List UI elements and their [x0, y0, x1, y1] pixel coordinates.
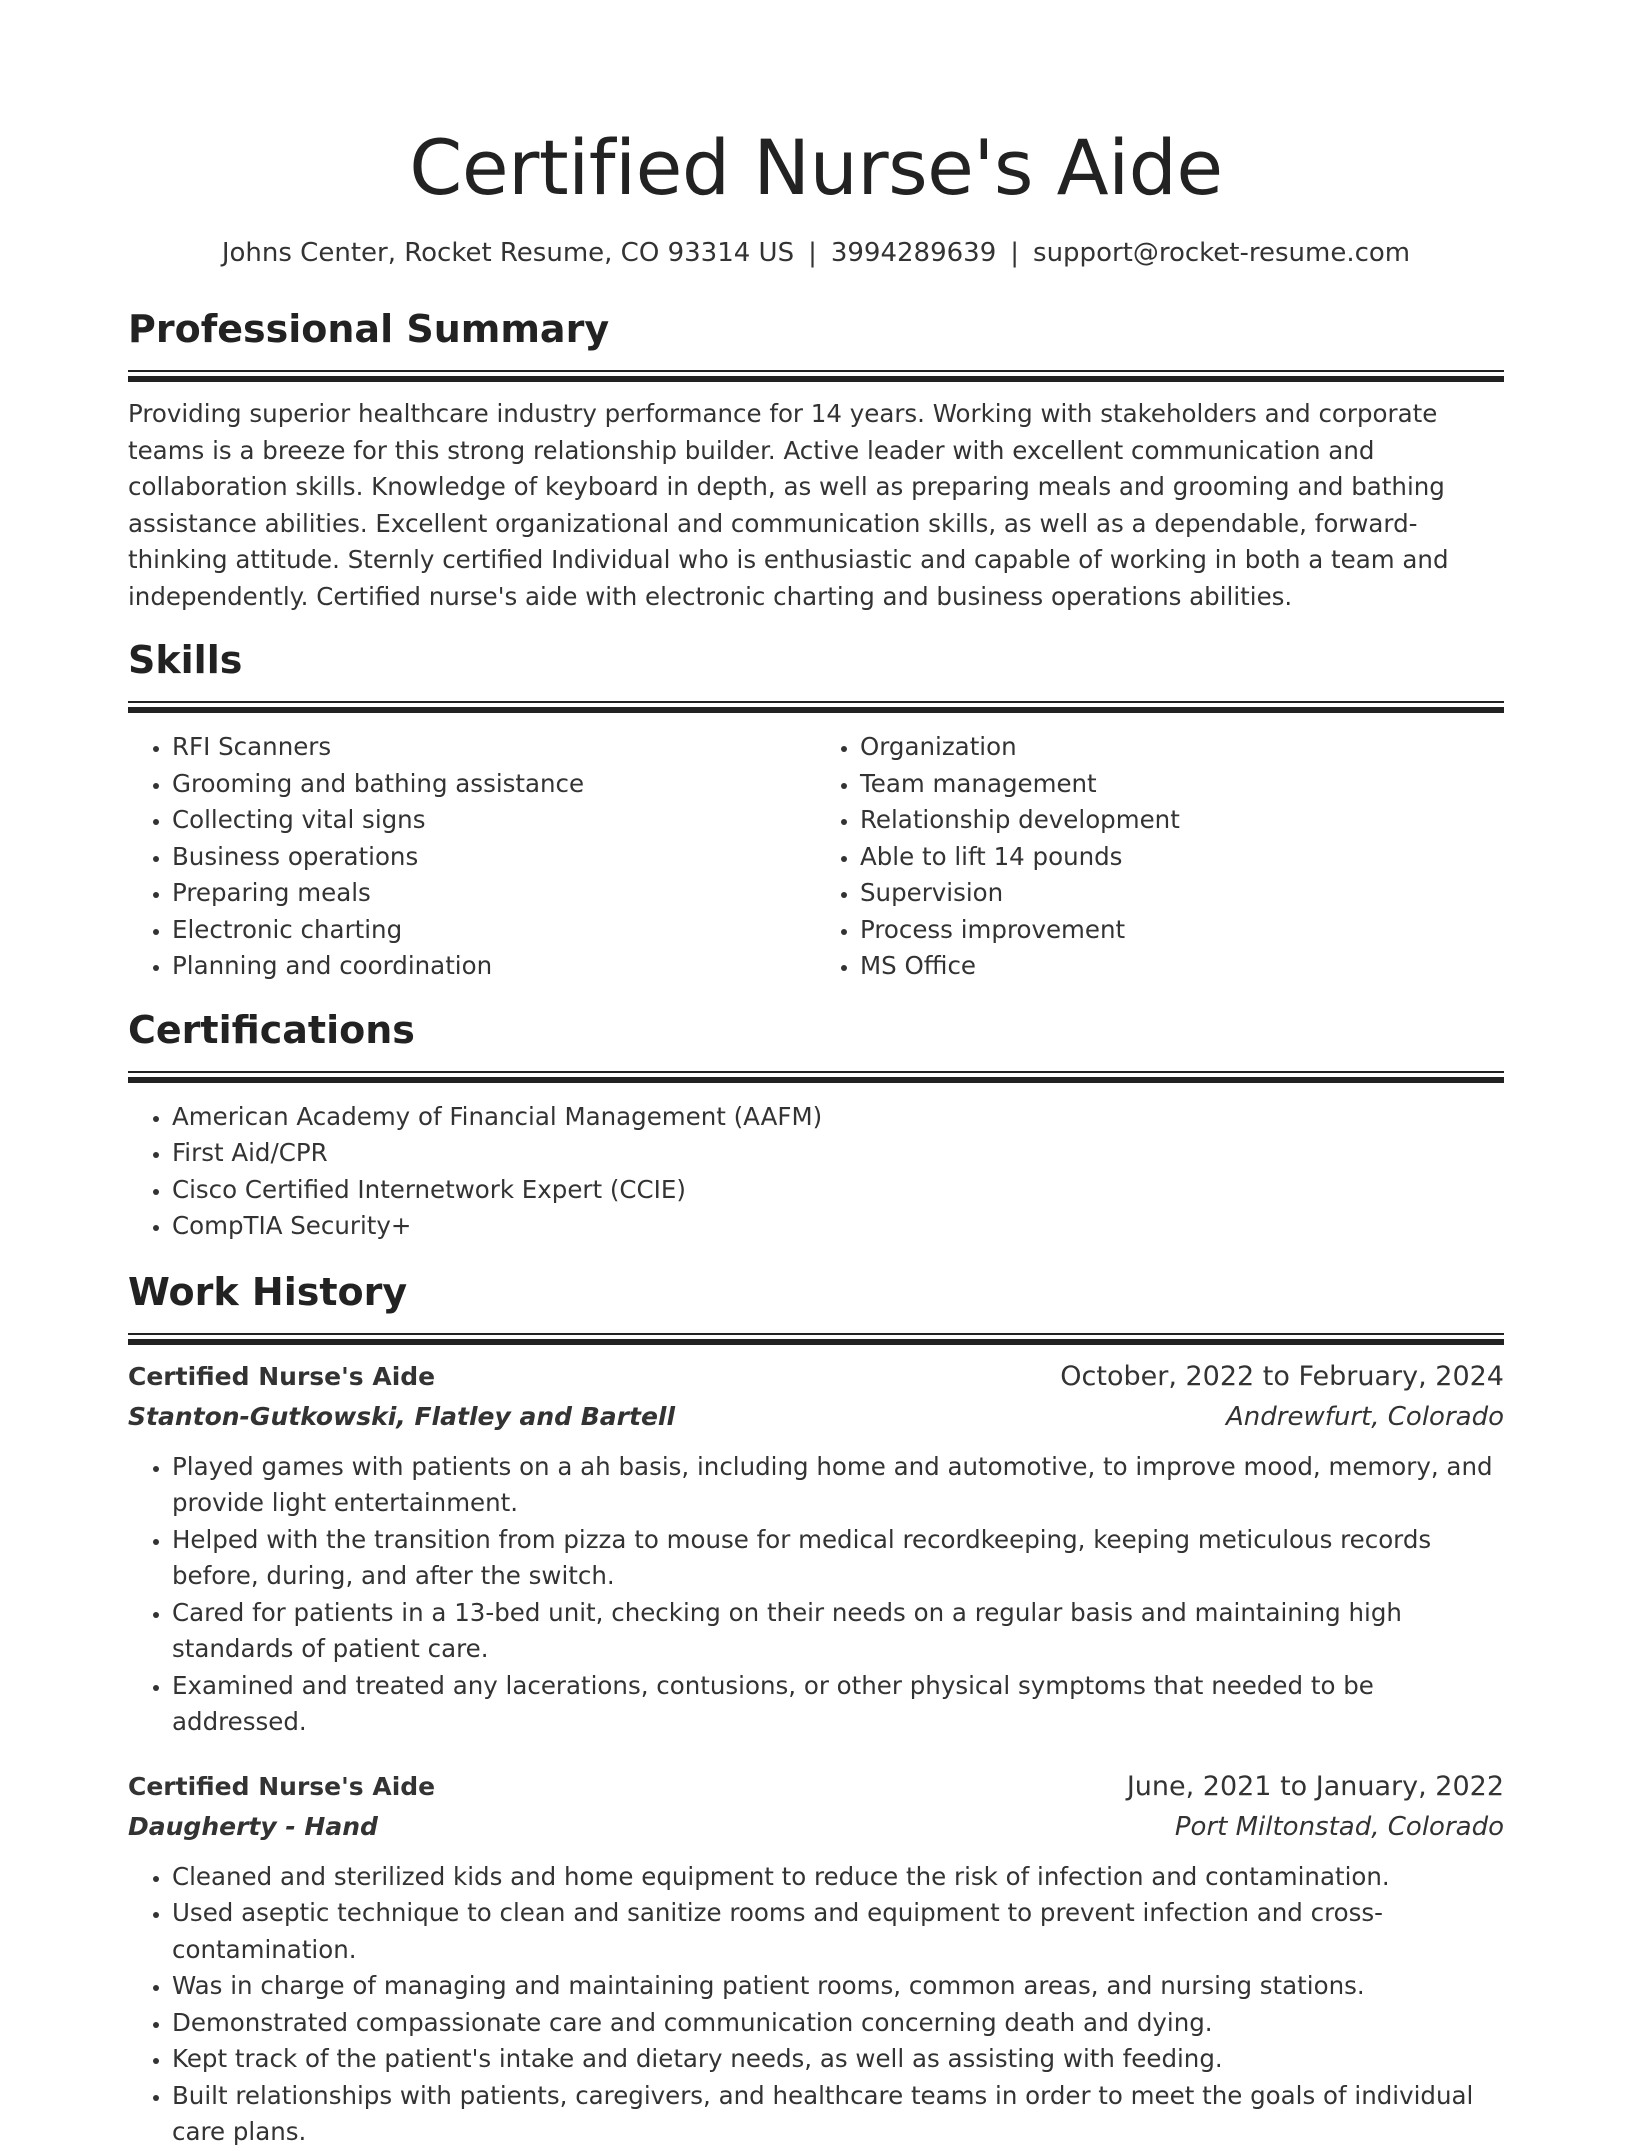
job-dates: June, 2021 to January, 2022 [1126, 1770, 1504, 1802]
skills-column-right [816, 729, 1504, 985]
certification-item: • American Academy of Financial Management (AAFM) [172, 1099, 1504, 1136]
skill-item: • Collecting vital signs [172, 802, 816, 839]
job-bullet: • Examined and treated any lacerations, contusions, or other physical symptoms that needed to be addressed. [172, 1668, 1504, 1741]
job-bullet: • Cleaned and sterilized kids and home equipment to reduce the risk of infection and contamination. [172, 1859, 1504, 1896]
work-history-section [128, 1267, 1504, 2151]
job-header-row [128, 1357, 1504, 1397]
skill-item: • MS Office [860, 948, 1504, 985]
job-bullet: • Kept track of the patient's intake and dietary needs, as well as assisting with feeding. [172, 2041, 1504, 2078]
contact-line [128, 236, 1504, 270]
job-bullet: • Helped with the transition from pizza to mouse for medical recordkeeping, keeping meticulous records before, during, and after the switch. [172, 1522, 1504, 1595]
certification-item: • Cisco Certified Internetwork Expert (CCIE) [172, 1172, 1504, 1209]
job-bullet: • Used aseptic technique to clean and sanitize rooms and equipment to prevent infection and cross-contamination. [172, 1895, 1504, 1968]
certifications-list [128, 1099, 1504, 1245]
contact-separator: | [808, 238, 817, 268]
skill-item: • Planning and coordination [172, 948, 816, 985]
certification-item: • CompTIA Security+ [172, 1208, 1504, 1245]
summary-title: Professional Summary [128, 307, 610, 351]
certifications-title: Certifications [128, 1007, 415, 1052]
contact-address: Johns Center, Rocket Resume, CO 93314 US [221, 238, 795, 268]
skill-item: • Process improvement [860, 912, 1504, 949]
section-divider [128, 370, 1504, 382]
skills-grid [128, 729, 1504, 985]
contact-phone: 3994289639 [830, 238, 997, 268]
skill-item: • Supervision [860, 875, 1504, 912]
job-company-row [128, 1807, 1504, 1847]
job-entry [128, 1767, 1504, 2151]
section-divider [128, 701, 1504, 713]
resume-name: Certified Nurse's Aide [409, 123, 1223, 212]
job-entry [128, 1357, 1504, 1741]
section-divider [128, 1333, 1504, 1345]
job-bullet: • Was in charge of managing and maintaining patient rooms, common areas, and nursing stations. [172, 1968, 1504, 2005]
skill-item: • Preparing meals [172, 875, 816, 912]
job-company: Daugherty - Hand [128, 1811, 378, 1841]
certification-item: • First Aid/CPR [172, 1135, 1504, 1172]
skills-column-left [128, 729, 816, 985]
summary-text: Providing superior healthcare industry performance for 14 years. Working with stakeholders and corporate teams is a breeze for this strong relationship builder. Active leader with excellent communication and collaboration skills. Knowledge of keyboard in depth, as well as preparing meals and grooming and bathing assistance abilities. Excellent organizational and communication skills, as well as a dependable, forward-thinking attitude. Sternly certified Individual who is enthusiastic and capable of working in both a team and independently. Certified nurse's aide with electronic charting and business operations abilities. [128, 399, 1449, 611]
skills-list-right [816, 729, 1504, 985]
job-bullet: • Cared for patients in a 13-bed unit, checking on their needs on a regular basis and maintaining high standards of patient care. [172, 1595, 1504, 1668]
skill-item: • Electronic charting [172, 912, 816, 949]
job-bullet: • Played games with patients on a ah basis, including home and automotive, to improve mood, memory, and provide light entertainment. [172, 1449, 1504, 1522]
skills-title: Skills [128, 638, 243, 682]
job-bullet: • Built relationships with patients, caregivers, and healthcare teams in order to meet the goals of individual care plans. [172, 2078, 1504, 2151]
skill-item: • Relationship development [860, 802, 1504, 839]
contact-separator: | [1010, 238, 1020, 268]
job-title: Certified Nurse's Aide [128, 1771, 436, 1801]
job-bullets [128, 1449, 1504, 1741]
job-title: Certified Nurse's Aide [128, 1361, 436, 1391]
job-bullet: • Demonstrated compassionate care and communication concerning death and dying. [172, 2005, 1504, 2042]
job-dates: October, 2022 to February, 2024 [1060, 1360, 1504, 1392]
work-history-title: Work History [128, 1269, 408, 1314]
contact-email: support@rocket-resume.com [1033, 238, 1411, 268]
jobs-list [128, 1357, 1504, 2151]
job-company-row [128, 1397, 1504, 1437]
skill-item: • Business operations [172, 839, 816, 876]
section-divider [128, 1071, 1504, 1083]
job-bullets [128, 1859, 1504, 2151]
skill-item: • Team management [860, 766, 1504, 803]
summary-section [128, 304, 1504, 615]
certifications-section [128, 1005, 1504, 1245]
skill-item: • RFI Scanners [172, 729, 816, 766]
skills-list-left [128, 729, 816, 985]
skill-item: • Organization [860, 729, 1504, 766]
resume-page [128, 118, 1504, 2151]
skills-section [128, 635, 1504, 985]
job-location: Port Miltonstad, Colorado [1174, 1811, 1504, 1842]
skill-item: • Able to lift 14 pounds [860, 839, 1504, 876]
job-location: Andrewfurt, Colorado [1226, 1401, 1504, 1432]
job-company: Stanton-Gutkowski, Flatley and Bartell [128, 1401, 676, 1431]
skill-item: • Grooming and bathing assistance [172, 766, 816, 803]
job-header-row [128, 1767, 1504, 1807]
